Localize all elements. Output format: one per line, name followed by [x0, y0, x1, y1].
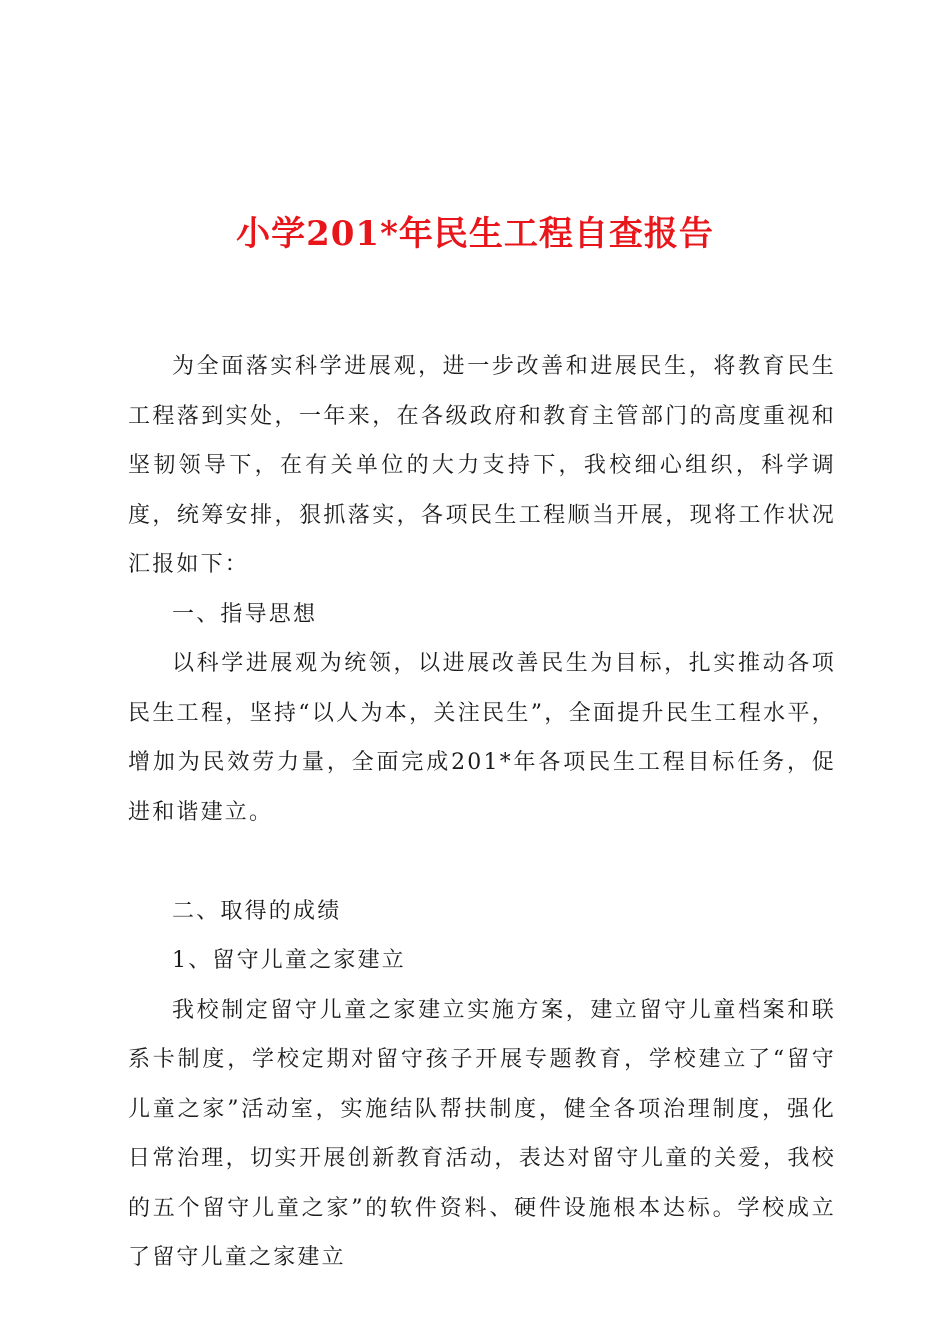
section-heading-achievements: 二、取得的成绩: [172, 898, 342, 924]
guiding-ideology-paragraph: 以科学进展观为统领，以进展改善民生为目标，扎实推动各项民生工程，坚持“以人为本，关注民生”，全面提升民生工程水平，增加为民效劳力量，全面完成201*年各项民生工程目标任务，促进和谐建立。: [128, 651, 836, 825]
left-behind-children-paragraph: 我校制定留守儿童之家建立实施方案，建立留守儿童档案和联系卡制度，学校定期对留守孩子开展专题教育，学校建立了“留守儿童之家”活动室，实施结队帮扶制度，健全各项治理制度，强化日常治理，切实开展创新教育活动，表达对留守儿童的关爱，我校的五个留守儿童之家”的软件资料、硬件设施根本达标。学校成立了留守儿童之家建立: [128, 997, 836, 1270]
blank-line: [128, 837, 836, 887]
document-body: [128, 342, 836, 1283]
section-heading-guiding-ideology: 一、指导思想: [172, 601, 318, 627]
document-title: 小学201*年民生工程自查报告: [236, 214, 714, 254]
intro-paragraph: 为全面落实科学进展观，进一步改善和进展民生，将教育民生工程落到实处，一年来，在各级政府和教育主管部门的高度重视和坚韧领导下，在有关单位的大力支持下，我校细心组织，科学调度，统筹安排，狠抓落实，各项民生工程顺当开展，现将工作状况汇报如下：: [128, 354, 836, 577]
subsection-heading-left-behind-children: 1、留守儿童之家建立: [172, 948, 406, 973]
